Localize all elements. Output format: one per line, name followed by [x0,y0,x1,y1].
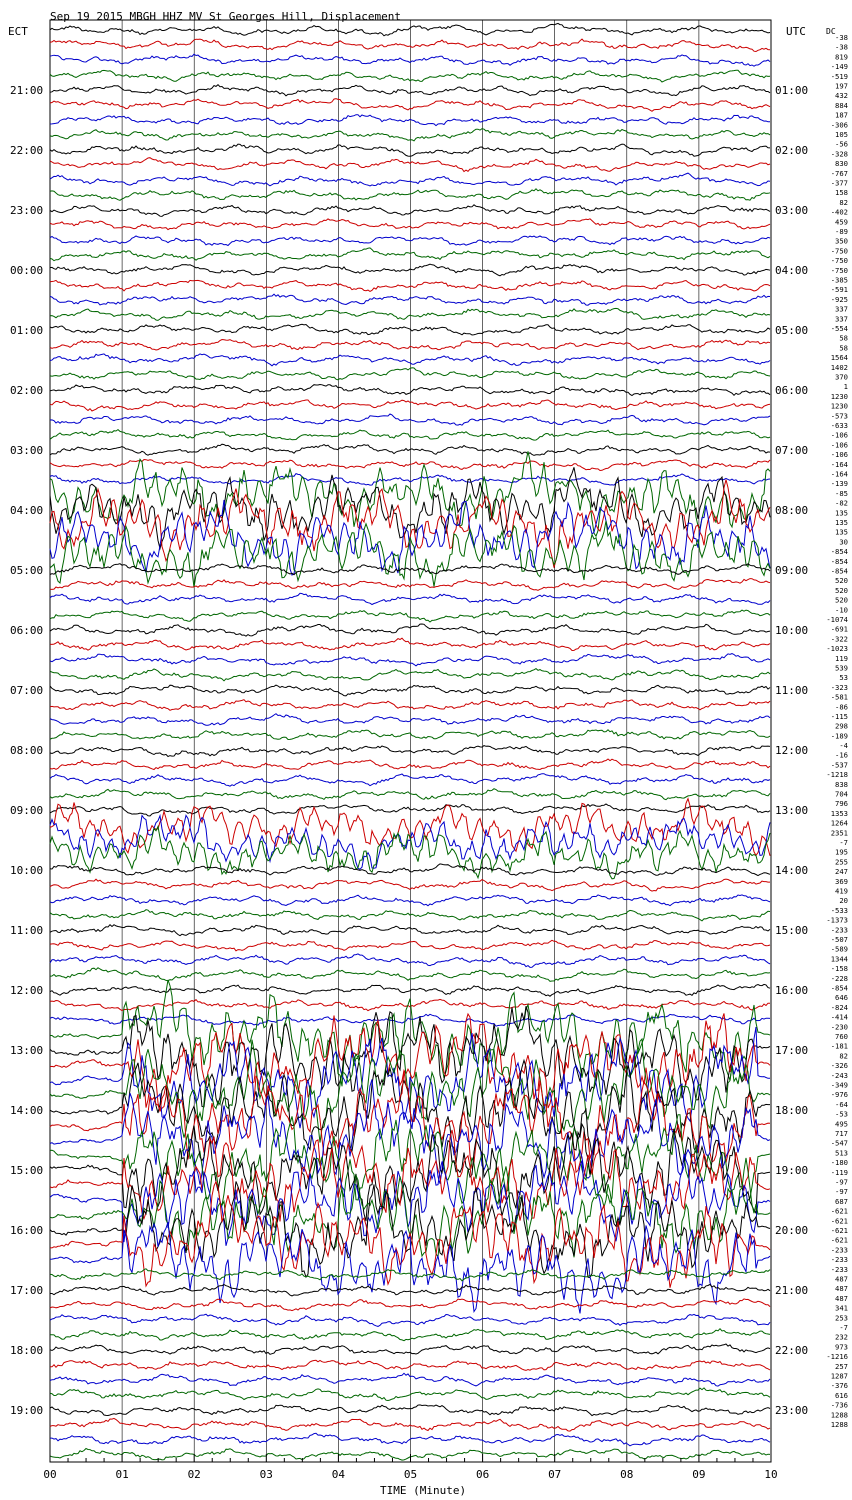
dc-offset-label: -322 [830,634,848,644]
trace-line [50,460,770,471]
trace-line [50,564,770,575]
seismic-traces [50,23,770,1460]
left-hour-label: 03:00 [10,444,44,457]
left-hour-label: 17:00 [10,1284,44,1297]
dc-offset-label: -547 [830,1138,848,1148]
dc-offset-label: -533 [830,905,848,915]
trace-line [50,714,770,726]
left-hour-label: 23:00 [10,204,44,217]
trace-line [50,129,770,141]
dc-offset-label: -38 [835,33,848,42]
dc-offset-label: -537 [830,760,848,770]
dc-offset-label: -377 [830,178,848,188]
left-hour-label: 11:00 [10,924,44,937]
dc-offset-label: -750 [830,246,848,256]
dc-offset-label: 298 [835,721,848,731]
trace-line [50,308,770,320]
dc-offset-label: -106 [830,440,848,450]
trace-line [50,324,770,335]
trace-line [50,1314,770,1326]
dc-offset-label: -85 [835,488,848,498]
trace-line [50,1284,770,1296]
trace-line [50,23,770,35]
dc-offset-label: -64 [835,1099,848,1109]
dc-offset-label: 1353 [830,808,848,818]
left-hour-label: 18:00 [10,1344,44,1357]
dc-offset-label: 1288 [830,1420,848,1429]
trace-line [50,1433,770,1446]
left-hour-label: 12:00 [10,984,44,997]
dc-offset-label: -633 [830,421,848,430]
dc-offset-label: -306 [830,120,848,130]
dc-offset-label: -767 [830,168,848,178]
trace-line [50,610,770,622]
trace-line [50,1269,770,1281]
trace-line [50,248,770,261]
trace-line [50,99,770,112]
trace-line [50,789,770,800]
trace-line [50,400,770,411]
dc-offset-label: -621 [830,1206,848,1216]
dc-offset-label: 82 [839,1051,848,1061]
trace-line [50,624,770,636]
trace-line [50,730,770,740]
dc-offset-label: 232 [835,1332,848,1342]
dc-offset-label: 539 [835,663,848,673]
trace-line [50,264,770,276]
dc-offset-labels [826,33,848,1429]
dc-offset-label: -750 [830,265,848,275]
dc-offset-label: 58 [839,343,848,353]
dc-offset-label: 487 [835,1284,848,1294]
left-hour-label: 05:00 [10,564,44,577]
dc-offset-label: 459 [835,217,848,227]
dc-offset-label: -56 [835,139,848,149]
dc-offset-label: -385 [830,275,848,285]
dc-offset-label: -507 [830,935,848,944]
left-hour-label: 06:00 [10,624,44,637]
dc-offset-label: -164 [830,459,848,469]
trace-line [50,895,770,906]
trace-line [50,430,770,441]
trace-line [50,1181,770,1277]
trace-line [50,700,770,711]
dc-offset-label: -180 [830,1158,848,1168]
dc-offset-label: 105 [835,130,848,139]
trace-line [50,280,770,291]
trace-line [50,115,770,126]
right-timezone-label: UTC [786,25,806,38]
x-tick-label: 06 [475,1468,490,1481]
right-hour-label: 18:00 [775,1104,809,1117]
dc-offset-label: 195 [835,847,848,857]
dc-offset-label: 520 [835,576,848,586]
dc-offset-label: 370 [835,372,848,382]
trace-line [50,354,770,366]
dc-offset-label: -621 [830,1216,848,1226]
trace-line [50,815,770,869]
dc-offset-label: 369 [835,876,848,886]
dc-offset-label: 830 [835,159,848,169]
dc-offset-label: 350 [835,236,848,246]
dc-offset-label: -149 [830,62,848,72]
dc-offset-label: 158 [835,188,848,198]
right-hour-label: 08:00 [775,504,809,517]
left-timezone-label: ECT [8,25,28,38]
right-hour-label: 10:00 [775,624,809,637]
dc-offset-label: 187 [835,110,848,120]
dc-offset-label: -854 [830,547,848,557]
trace-line [50,1360,770,1370]
dc-offset-label: -976 [830,1090,848,1100]
dc-offset-label: 341 [835,1303,848,1313]
trace-line [50,340,770,351]
dc-offset-label: -328 [830,149,848,159]
dc-offset-label: 53 [839,673,848,683]
dc-offset-label: -1373 [826,915,848,925]
right-hour-label: 23:00 [775,1404,809,1417]
left-hour-label: 02:00 [10,384,44,397]
x-tick-label: 00 [43,1468,57,1481]
dc-offset-label: 253 [835,1313,848,1323]
dc-offset-label: 819 [835,52,848,62]
dc-offset-label: 704 [835,789,848,799]
x-tick-label: 09 [692,1468,706,1481]
left-hour-label: 08:00 [10,744,44,757]
left-hour-label: 14:00 [10,1104,44,1117]
dc-offset-label: 135 [835,527,848,537]
trace-line [50,173,770,186]
dc-offset-label: -106 [830,450,848,460]
dc-offset-label: 796 [835,799,848,809]
dc-offset-label: -1216 [826,1352,848,1362]
dc-offset-label: 337 [835,314,848,324]
dc-offset-label: 520 [835,595,848,605]
right-hour-label: 07:00 [775,444,809,457]
dc-offset-label: -106 [830,430,848,440]
right-hour-labels [775,84,808,1417]
dc-offset-label: -589 [830,944,848,954]
dc-offset-label: -349 [830,1080,848,1090]
trace-line [50,189,770,201]
dc-offset-label: -233 [830,1264,848,1274]
dc-offset-label: -158 [830,964,848,974]
dc-offset-label: -854 [830,556,848,566]
right-hour-label: 03:00 [775,204,809,217]
trace-line [50,1299,770,1311]
dc-offset-label: 58 [839,333,848,343]
dc-offset-label: -736 [830,1400,848,1410]
dc-offset-label: -16 [835,750,848,760]
trace-line [50,54,770,66]
right-hour-label: 17:00 [775,1044,809,1057]
trace-line [50,39,770,51]
x-tick-label: 08 [620,1468,634,1481]
right-hour-label: 16:00 [775,984,809,997]
trace-line [50,219,770,230]
dc-offset-label: -228 [830,973,848,983]
dc-offset-label: -7 [839,838,848,847]
dc-offset-label: 119 [835,653,848,663]
dc-offset-label: 1288 [830,1410,848,1420]
trace-line [50,85,770,96]
dc-offset-label: -243 [830,1070,848,1080]
dc-offset-label: 1287 [830,1371,848,1381]
dc-offset-label: -925 [830,294,848,304]
right-hour-label: 22:00 [775,1344,809,1357]
right-hour-label: 09:00 [775,564,809,577]
trace-line [50,980,770,1086]
trace-line [50,205,770,217]
trace-line [50,368,770,380]
trace-line [50,746,770,757]
trace-line [50,879,770,891]
trace-line [50,385,770,396]
dc-offset-label: -402 [830,207,848,217]
x-tick-label: 03 [259,1468,273,1481]
trace-line [50,940,770,951]
dc-offset-label: 1230 [830,401,848,411]
x-axis-ticks [43,1454,777,1481]
left-hour-label: 21:00 [10,84,44,97]
dc-offset-label: -89 [835,227,848,236]
dc-offset-label: -115 [830,712,848,721]
chart-title: Sep 19 2015 MBGH HHZ MV St Georges Hill, Displacement [50,10,401,23]
dc-offset-label: 487 [835,1293,848,1303]
dc-offset-label: -581 [830,692,848,702]
trace-line [50,654,770,666]
dc-offset-label: 135 [835,508,848,518]
dc-offset-label: -139 [830,479,848,489]
left-hour-label: 07:00 [10,684,44,697]
x-tick-label: 01 [115,1468,129,1481]
right-hour-label: 20:00 [775,1224,809,1237]
trace-line [50,579,770,591]
dc-offset-label: -323 [830,682,848,692]
dc-offset-label: 337 [835,304,848,314]
dc-offset-label: 487 [835,1274,848,1284]
dc-offset-label: -750 [830,256,848,266]
trace-line [50,444,770,455]
trace-line [50,1418,770,1431]
dc-offset-label: -376 [830,1381,848,1391]
trace-line [50,1329,770,1341]
right-hour-label: 11:00 [775,684,809,697]
dc-offset-label: 247 [835,867,848,877]
right-hour-label: 21:00 [775,1284,809,1297]
trace-line [50,144,770,156]
dc-offset-label: 973 [835,1342,848,1352]
dc-offset-label: -86 [835,702,848,712]
dc-label: DC [826,27,836,36]
dc-offset-label: 1264 [830,818,848,828]
right-hour-label: 14:00 [775,864,809,877]
x-tick-label: 10 [764,1468,778,1481]
dc-offset-label: -4 [839,741,848,750]
dc-offset-label: -97 [835,1187,848,1197]
dc-offset-label: 1402 [830,362,848,372]
dc-offset-label: -233 [830,1255,848,1265]
trace-line [50,1014,770,1026]
dc-offset-label: -181 [830,1041,848,1051]
dc-offset-label: 687 [835,1196,848,1206]
trace-line [50,685,770,696]
dc-offset-label: -233 [830,925,848,935]
trace-line [50,1405,770,1416]
dc-offset-label: -1218 [826,770,848,780]
dc-offset-label: 20 [839,896,848,906]
dc-offset-label: 135 [835,518,848,527]
left-hour-label: 16:00 [10,1224,44,1237]
dc-offset-label: -573 [830,411,848,421]
trace-line [50,864,770,876]
dc-offset-label: -621 [830,1235,848,1245]
trace-line [50,759,770,770]
left-hour-label: 19:00 [10,1404,44,1417]
dc-offset-label: 495 [835,1119,848,1129]
dc-offset-label: 616 [835,1390,848,1400]
dc-offset-label: -591 [830,285,848,295]
left-hour-label: 15:00 [10,1164,44,1177]
dc-offset-label: -38 [835,42,848,52]
dc-offset-label: 30 [839,537,848,547]
dc-offset-label: -189 [830,731,848,741]
trace-line [50,804,770,816]
dc-offset-label: 520 [835,585,848,595]
dc-offset-label: -854 [830,983,848,993]
x-tick-label: 07 [548,1468,562,1481]
dc-offset-label: 82 [839,197,848,207]
right-hour-label: 05:00 [775,324,809,337]
trace-line [50,1388,770,1401]
left-hour-label: 01:00 [10,324,44,337]
trace-line [50,158,770,172]
dc-offset-label: 717 [835,1129,848,1138]
dc-offset-label: 1230 [830,391,848,401]
trace-line [50,70,770,82]
dc-offset-label: 257 [835,1361,848,1371]
dc-offset-label: -233 [830,1245,848,1255]
dc-offset-label: 197 [835,81,848,91]
dc-offset-label: -7 [839,1323,848,1332]
trace-line [50,968,770,982]
dc-offset-label: 2351 [830,828,848,838]
right-hour-label: 15:00 [775,924,809,937]
trace-line [50,593,770,604]
right-hour-label: 19:00 [775,1164,809,1177]
left-hour-label: 13:00 [10,1044,44,1057]
trace-line [50,1344,770,1354]
trace-line [50,1373,770,1386]
right-hour-label: 06:00 [775,384,809,397]
left-hour-label: 10:00 [10,864,44,877]
dc-offset-label: -824 [830,1002,848,1012]
dc-offset-label: 838 [835,779,848,789]
dc-offset-label: -1023 [826,644,848,654]
dc-offset-label: -53 [835,1109,848,1119]
x-axis-label: TIME (Minute) [380,1484,467,1497]
trace-line [50,925,770,936]
dc-offset-label: -82 [835,498,848,508]
dc-offset-label: 513 [835,1148,848,1158]
dc-offset-label: -230 [830,1022,848,1032]
dc-offset-label: -621 [830,1226,848,1235]
left-hour-label: 22:00 [10,144,44,157]
dc-offset-label: -519 [830,71,848,81]
left-hour-label: 04:00 [10,504,44,517]
x-tick-label: 05 [403,1468,418,1481]
dc-offset-label: -326 [830,1061,848,1071]
dc-offset-label: 255 [835,857,848,867]
dc-offset-label: 1 [843,382,848,392]
left-hour-labels [10,84,43,1417]
dc-offset-label: 432 [835,91,848,101]
right-hour-label: 04:00 [775,264,809,277]
right-hour-label: 12:00 [775,744,809,757]
trace-line [50,954,770,968]
trace-line [50,774,770,787]
trace-line [50,414,770,425]
dc-offset-label: 646 [835,993,848,1003]
x-tick-label: 04 [331,1468,346,1481]
trace-line [50,638,770,650]
right-hour-label: 01:00 [775,84,809,97]
dc-offset-label: -554 [830,324,848,333]
dc-offset-label: 884 [835,100,848,110]
dc-offset-label: 1344 [830,954,848,964]
dc-offset-label: -119 [830,1167,848,1177]
right-hour-label: 02:00 [775,144,809,157]
dc-offset-label: -854 [830,566,848,576]
dc-offset-label: -164 [830,469,848,479]
dc-offset-label: -1074 [826,615,848,624]
right-hour-label: 13:00 [775,804,809,817]
trace-line [50,984,770,996]
dc-offset-label: -414 [830,1012,848,1022]
trace-line [50,236,770,246]
dc-offset-label: -10 [835,605,848,615]
x-tick-label: 02 [187,1468,201,1481]
trace-line [50,669,770,681]
dc-offset-label: 419 [835,886,848,896]
dc-offset-label: 1564 [830,353,848,363]
dc-offset-label: -97 [835,1177,848,1187]
left-hour-label: 00:00 [10,264,44,277]
dc-offset-label: 760 [835,1032,848,1041]
trace-line [50,294,770,305]
trace-line [50,910,770,921]
left-hour-label: 09:00 [10,804,44,817]
dc-offset-label: -691 [830,624,848,634]
